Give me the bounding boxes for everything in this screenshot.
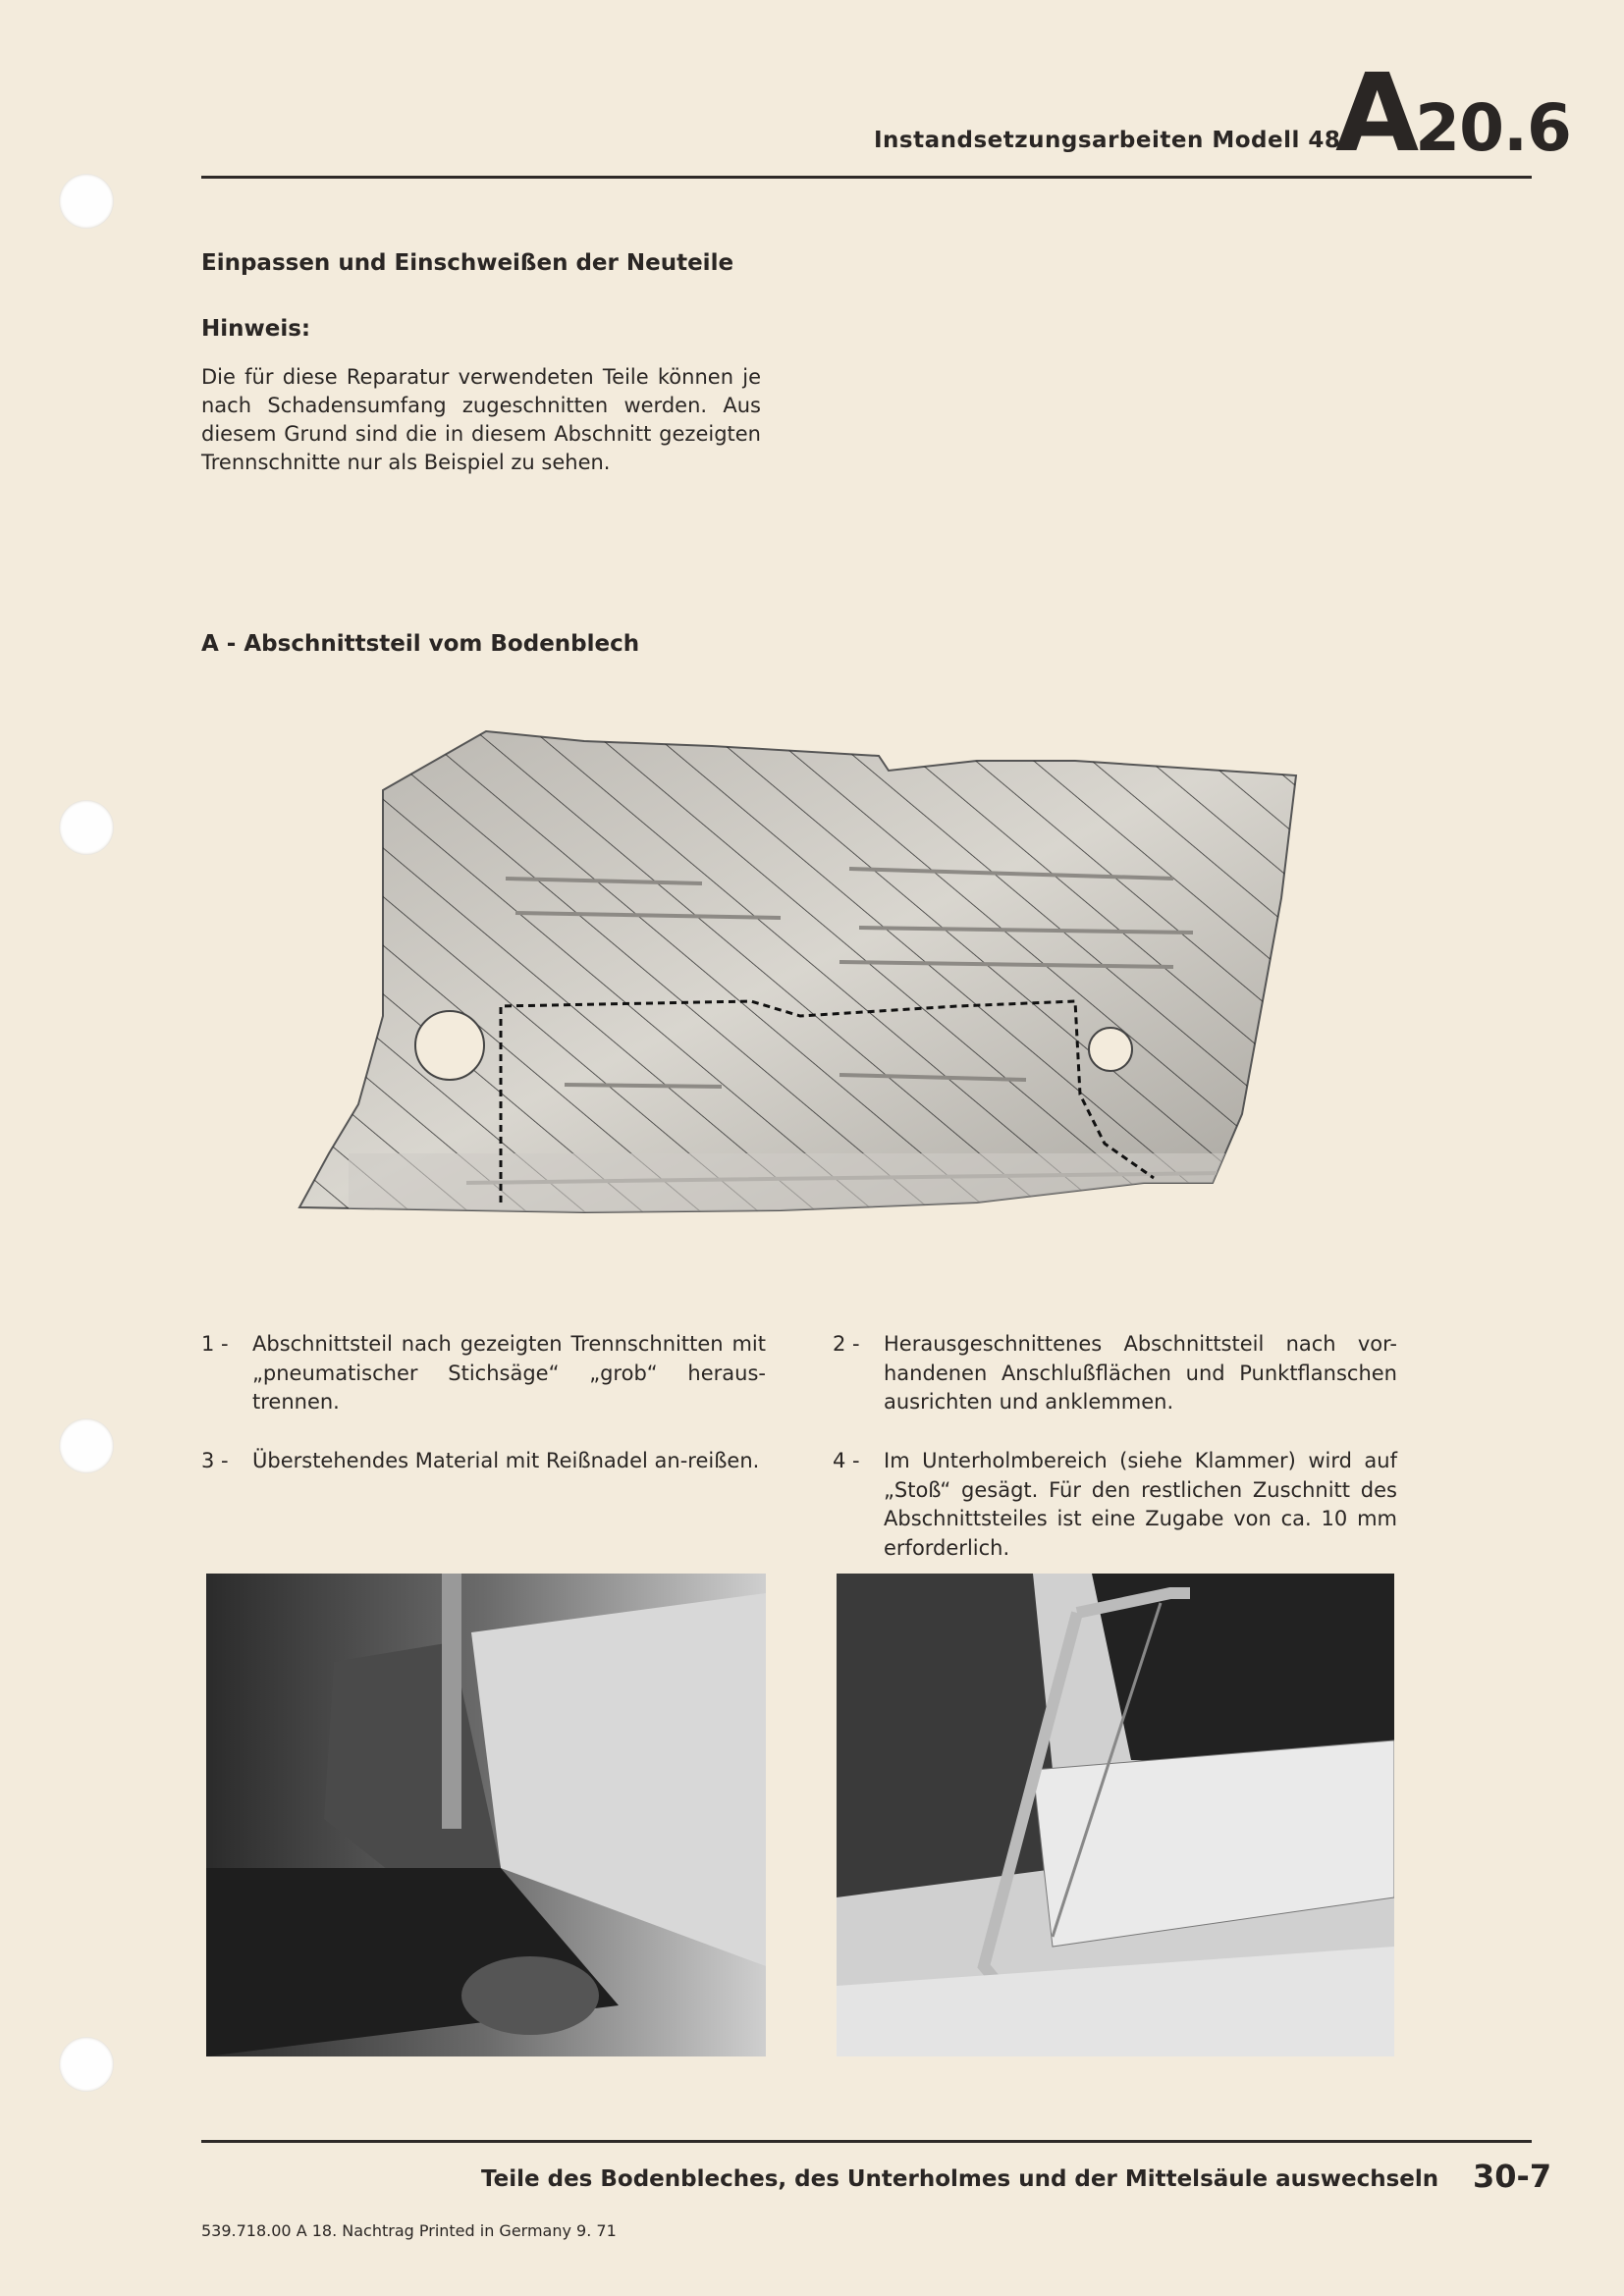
- step-text: Im Unterholmbereich (siehe Klammer) wird auf „Stoß“ gesägt. Für den restlichen Zuschnitt des Abschnittsteiles ist eine Zugabe von ca. 10 mm erforderlich.: [884, 1449, 1397, 1560]
- step-number: 1 -: [201, 1332, 229, 1356]
- step-4: [833, 1447, 1397, 1563]
- footer-rule: [201, 2140, 1532, 2143]
- page-code-letter: A: [1335, 50, 1416, 176]
- step-3: [201, 1447, 766, 1476]
- page-number: 30-7: [1473, 2158, 1552, 2195]
- header-rule: [201, 176, 1532, 179]
- step-1: [201, 1330, 766, 1417]
- footer-title: Teile des Bodenbleches, des Unterholmes und der Mittelsäule auswechseln: [481, 2166, 1439, 2192]
- print-info: 539.718.00 A 18. Nachtrag Printed in Germany 9. 71: [201, 2221, 617, 2240]
- punch-hole: [59, 1418, 114, 1473]
- photo-sawing-sill: [837, 1574, 1394, 2056]
- step-number: 4 -: [833, 1449, 860, 1472]
- floor-panel-illustration: [290, 721, 1306, 1242]
- step-number: 3 -: [201, 1449, 229, 1472]
- page-code: [1335, 50, 1571, 176]
- punch-hole: [59, 174, 114, 229]
- punch-hole: [59, 2037, 114, 2092]
- step-number: 2 -: [833, 1332, 860, 1356]
- page-code-number: 20.6: [1415, 90, 1571, 166]
- section-title: Einpassen und Einschweißen der Neuteile: [201, 250, 734, 276]
- punch-hole: [59, 800, 114, 855]
- step-text: Überstehendes Material mit Reißnadel an-reißen.: [252, 1449, 760, 1472]
- figure-caption: A - Abschnittsteil vom Bodenblech: [201, 631, 640, 657]
- step-text: Herausgeschnittenes Abschnittsteil nach vor-handenen Anschlußflächen und Punktflanschen ausrichten und anklemmen.: [884, 1332, 1397, 1414]
- note-text: Die für diese Reparatur verwendeten Teile können je nach Schadensumfang zugeschnitten werden. Aus diesem Grund sind die in diesem Abschnitt gezeigten Trennschnitte nur als Beispiel zu sehen.: [201, 365, 761, 474]
- photo-cutting-floor-section: [206, 1574, 766, 2056]
- step-2: [833, 1330, 1397, 1417]
- header-title: Instandsetzungsarbeiten Modell 48: [874, 128, 1341, 153]
- step-text: Abschnittsteil nach gezeigten Trennschnitten mit „pneumatischer Stichsäge“ „grob“ heraus-trennen.: [252, 1332, 766, 1414]
- note-label: Hinweis:: [201, 316, 311, 342]
